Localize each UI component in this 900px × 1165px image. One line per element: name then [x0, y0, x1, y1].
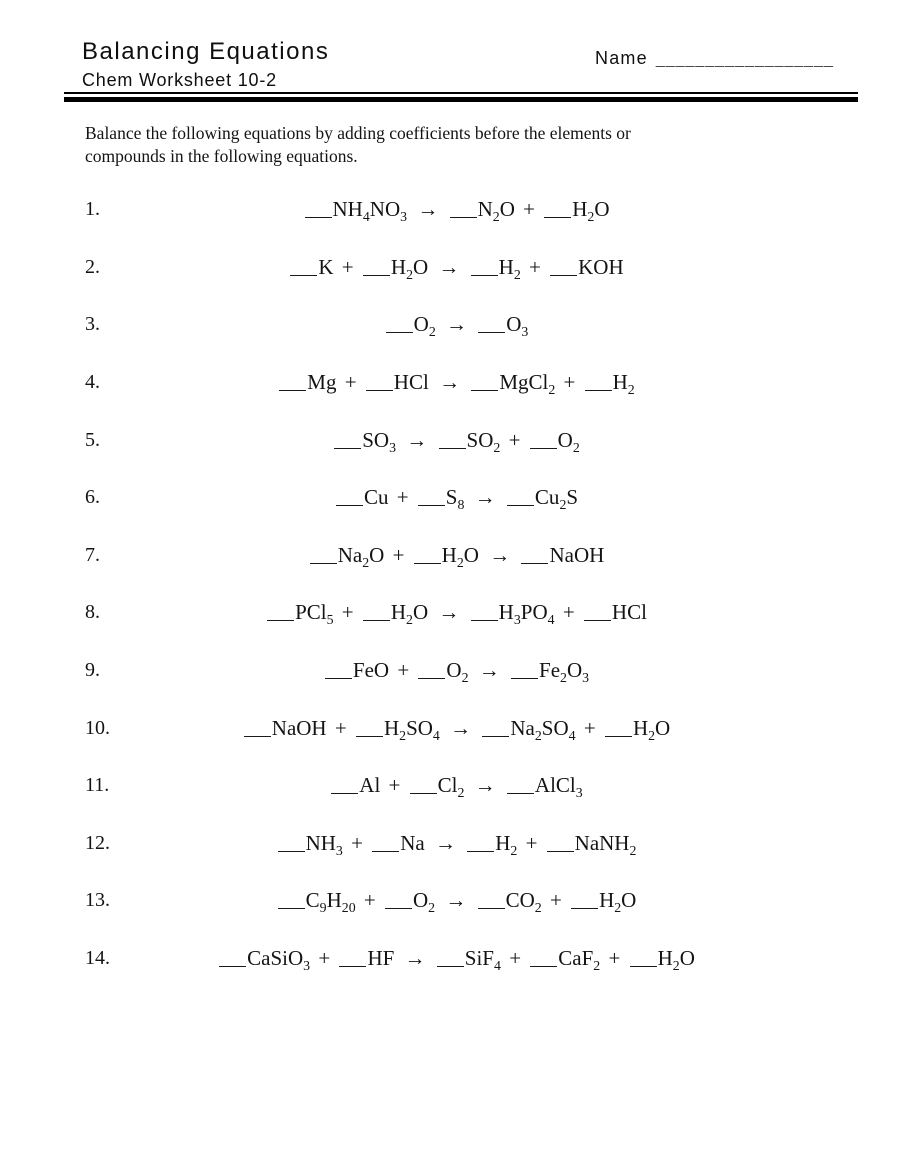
- coefficient-blank: [439, 447, 466, 449]
- coefficient-blank: [219, 965, 246, 967]
- coefficient-blank: [478, 907, 505, 909]
- equation-formula: CaSiO$_3$ + HF → $SiF_4 + CaF_2 + H_2O$: [133, 946, 780, 971]
- coefficient-blank: [363, 619, 390, 621]
- reaction-arrow: →: [450, 715, 472, 740]
- coefficient-blank: [571, 907, 598, 909]
- coefficient-blank: [336, 504, 363, 506]
- equation-row: [0, 181, 900, 239]
- reaction-arrow: →: [446, 312, 467, 337]
- equation-row: [0, 872, 900, 930]
- equation-number: 1.: [85, 198, 100, 221]
- equation-number: 4.: [85, 371, 100, 394]
- equation-row: [0, 584, 900, 642]
- equation-number: 11.: [85, 774, 110, 797]
- coefficient-blank: [414, 562, 441, 564]
- coefficient-blank: [471, 389, 498, 391]
- coefficient-blank: [372, 850, 399, 852]
- equation-row: [0, 354, 900, 412]
- coefficient-blank: [585, 389, 612, 391]
- equation-row: [0, 411, 900, 469]
- reaction-arrow: →: [445, 888, 467, 913]
- instructions-line-1: Balance the following equations by adding coefficients before the elements or: [85, 123, 631, 143]
- coefficient-blank: [244, 735, 271, 737]
- coefficient-blank: [385, 907, 412, 909]
- reaction-arrow: →: [404, 946, 426, 971]
- instructions-text: [85, 122, 785, 168]
- coefficient-blank: [267, 619, 294, 621]
- coefficient-blank: [366, 389, 393, 391]
- coefficient-blank: [410, 792, 437, 794]
- coefficient-blank: [630, 965, 657, 967]
- coefficient-blank: [437, 965, 464, 967]
- reaction-arrow: →: [439, 370, 461, 395]
- coefficient-blank: [334, 447, 361, 449]
- reaction-arrow: →: [434, 830, 456, 855]
- coefficient-blank: [521, 562, 548, 564]
- equation-formula: $NH_4NO_3 \to N_2O + H_2O$: [133, 197, 780, 222]
- coefficient-blank: [331, 792, 358, 794]
- coefficient-blank: [290, 274, 317, 276]
- coefficient-blank: [278, 850, 305, 852]
- equation-number: 5.: [85, 428, 100, 451]
- coefficient-blank: [305, 216, 332, 218]
- equation-row: [0, 699, 900, 757]
- coefficient-blank: [339, 965, 366, 967]
- coefficient-blank: [386, 331, 413, 333]
- coefficient-blank: [418, 504, 445, 506]
- coefficient-blank: [544, 216, 571, 218]
- coefficient-blank: [478, 331, 505, 333]
- reaction-arrow: →: [438, 600, 460, 625]
- reaction-arrow: →: [474, 485, 496, 510]
- reaction-arrow: →: [406, 427, 428, 452]
- reaction-arrow: →: [478, 658, 500, 683]
- reaction-arrow: →: [489, 542, 511, 567]
- coefficient-blank: [511, 677, 538, 679]
- coefficient-blank: [550, 274, 577, 276]
- coefficient-blank: [450, 216, 477, 218]
- equation-formula: $C_9H_{20} + O_2 \to CO_2 + H_2O$: [133, 888, 780, 913]
- name-label: Name: [595, 48, 648, 68]
- name-field: [595, 48, 834, 69]
- equation-row: [0, 930, 900, 988]
- equation-number: 10.: [85, 716, 110, 739]
- page-title: Balancing Equations: [82, 38, 330, 65]
- coefficient-blank: [310, 562, 337, 564]
- equation-row: [0, 815, 900, 873]
- equation-formula: $PCl_5 + H_2O \to H_3PO_4$ + HCl: [133, 600, 780, 625]
- equation-formula: $SO_3 \to SO_2 + O_2$: [133, 428, 780, 453]
- coefficient-blank: [356, 735, 383, 737]
- coefficient-blank: [507, 792, 534, 794]
- coefficient-blank: [363, 274, 390, 276]
- equation-formula: $NH_3 + Na \to H_2$ + NaNH$_2$: [133, 831, 780, 856]
- equation-number: 13.: [85, 889, 110, 912]
- coefficient-blank: [547, 850, 574, 852]
- equation-formula: Mg + HCl → MgCl$_2$ + $H_2$: [133, 370, 780, 395]
- coefficient-blank: [325, 677, 352, 679]
- coefficient-blank: [507, 504, 534, 506]
- equation-formula: $O_2 \to O_3$: [133, 312, 780, 337]
- name-blank-line: __________________: [655, 51, 834, 68]
- equation-formula: NaOH + $H_2SO_4 \to Na_2SO_4 + H_2O$: [133, 716, 780, 741]
- equation-formula: $Al + Cl_2$ → AlCl$_3$: [133, 773, 780, 798]
- equation-number: 6.: [85, 486, 100, 509]
- equation-row: [0, 239, 900, 297]
- equation-number: 3.: [85, 313, 100, 336]
- coefficient-blank: [584, 619, 611, 621]
- reaction-arrow: →: [417, 197, 439, 222]
- coefficient-blank: [605, 735, 632, 737]
- equation-formula: FeO + $O_2 \to Fe_2O_3$: [133, 658, 780, 683]
- coefficient-blank: [278, 907, 305, 909]
- equation-row: [0, 296, 900, 354]
- equation-formula: $Cu + S_8 \to Cu_2S$: [133, 485, 780, 510]
- worksheet-header: [82, 38, 329, 92]
- equation-formula: $K + H_2O \to H_2$ + KOH: [133, 255, 780, 280]
- coefficient-blank: [482, 735, 509, 737]
- coefficient-blank: [471, 619, 498, 621]
- equations-list: [0, 181, 900, 987]
- equation-formula: $Na_2O + H_2O$ → NaOH: [133, 543, 780, 568]
- coefficient-blank: [530, 447, 557, 449]
- reaction-arrow: →: [474, 773, 496, 798]
- equation-row: [0, 469, 900, 527]
- coefficient-blank: [279, 389, 306, 391]
- equation-row: [0, 527, 900, 585]
- coefficient-blank: [418, 677, 445, 679]
- equation-number: 8.: [85, 601, 100, 624]
- header-divider-rule: [64, 92, 858, 102]
- page-subtitle: Chem Worksheet 10-2: [82, 70, 277, 90]
- equation-number: 2.: [85, 255, 100, 278]
- instructions-line-2: compounds in the following equations.: [85, 146, 358, 166]
- equation-number: 9.: [85, 659, 100, 682]
- equation-number: 12.: [85, 831, 110, 854]
- coefficient-blank: [530, 965, 557, 967]
- coefficient-blank: [471, 274, 498, 276]
- coefficient-blank: [467, 850, 494, 852]
- equation-number: 7.: [85, 543, 100, 566]
- equation-row: [0, 642, 900, 700]
- equation-row: [0, 757, 900, 815]
- reaction-arrow: →: [438, 254, 460, 279]
- equation-number: 14.: [85, 947, 110, 970]
